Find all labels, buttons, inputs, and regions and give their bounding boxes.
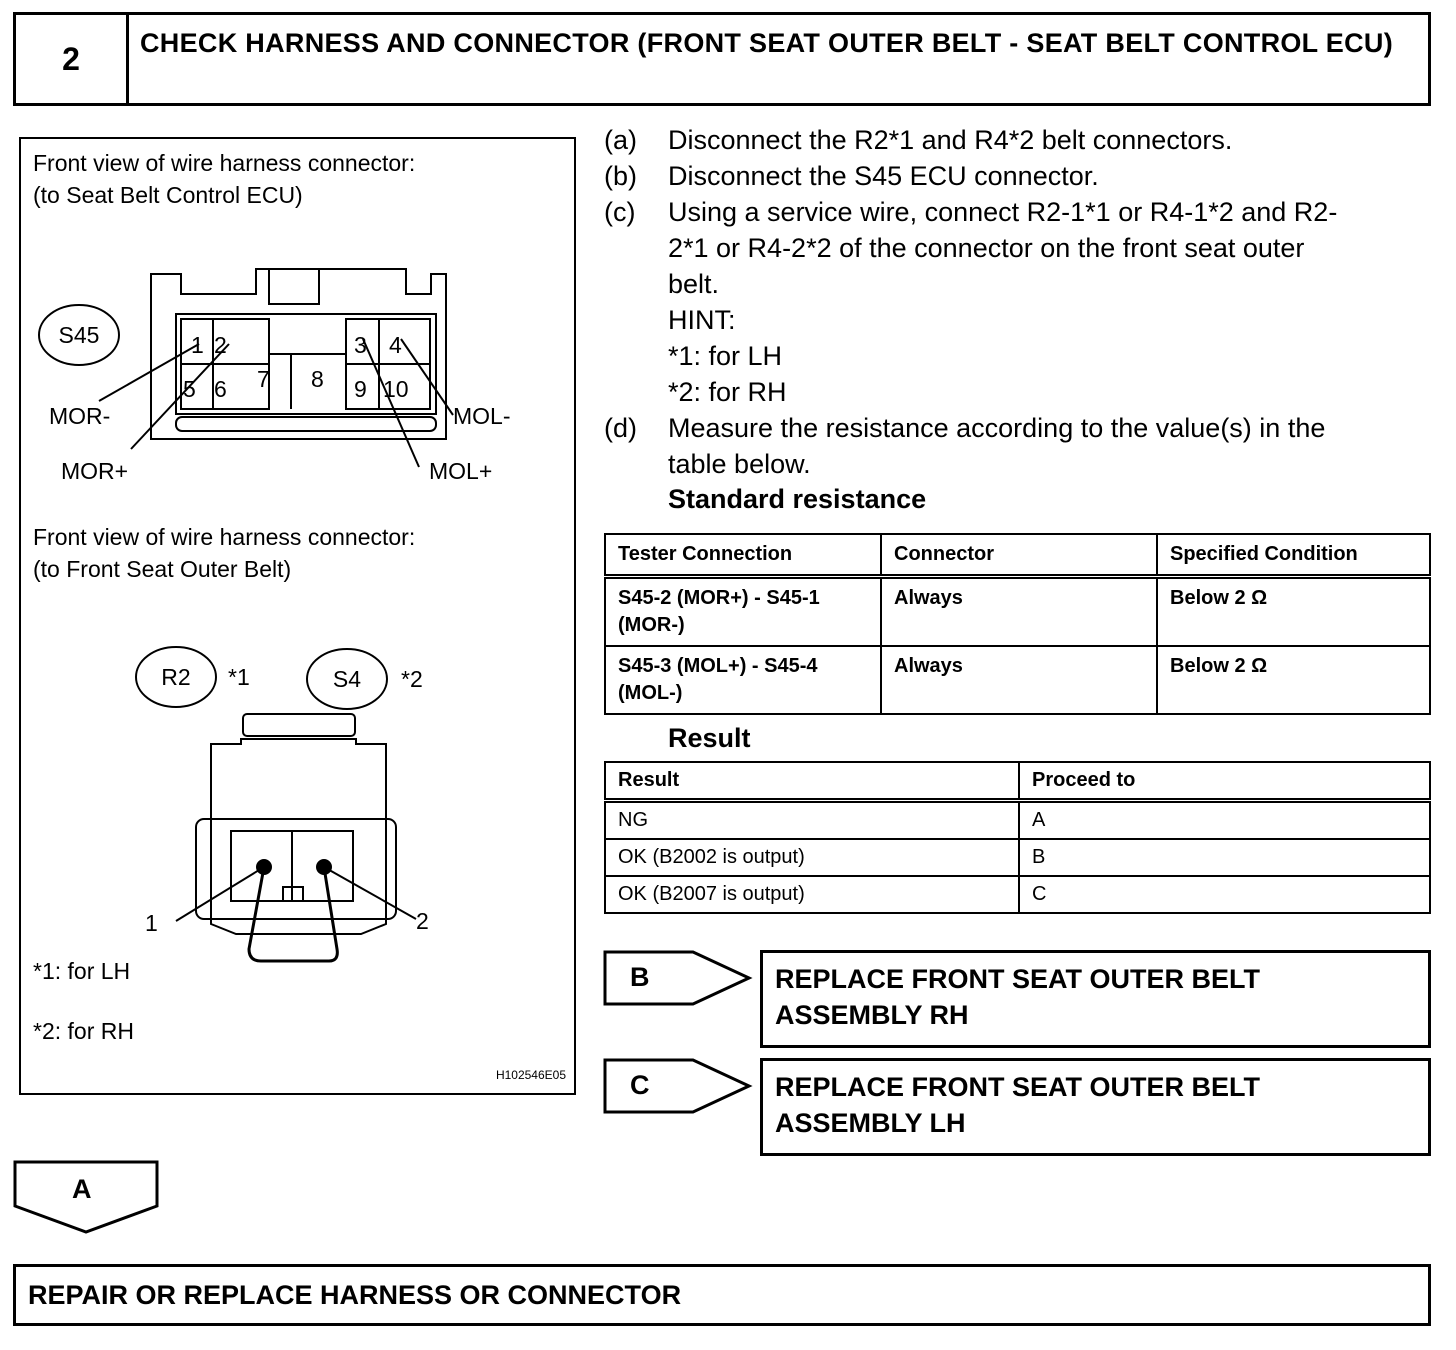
- result-table: [604, 761, 1431, 914]
- table-cell: Always: [881, 646, 1157, 714]
- table-cell: S45-3 (MOL+) - S45-4 (MOL-): [605, 646, 881, 714]
- pin-5: 5: [183, 376, 196, 402]
- pin-8: 8: [311, 366, 324, 392]
- s45-latch: [269, 269, 319, 304]
- standard-resistance-heading: Standard resistance: [668, 484, 927, 514]
- label-mol-minus: MOL-: [453, 403, 511, 429]
- outcome-c-text-2: ASSEMBLY LH: [775, 1108, 966, 1138]
- outcome-c-label: C: [630, 1070, 650, 1100]
- pin-4: 4: [389, 332, 402, 358]
- table-header-row: [605, 534, 1430, 577]
- connector-drawings: [21, 139, 574, 1093]
- outcome-b-text-2: ASSEMBLY RH: [775, 1000, 969, 1030]
- instruction-text: belt.: [668, 269, 720, 299]
- r2-id: R2: [161, 664, 191, 690]
- belt-connector-housing: [211, 739, 386, 934]
- s4-id: S4: [332, 666, 362, 692]
- pin-2: 2: [214, 332, 227, 358]
- hint-lh: *1: for LH: [668, 341, 783, 371]
- outcome-c-text-1: REPLACE FRONT SEAT OUTER BELT: [775, 1072, 1260, 1102]
- connector-diagram-panel: [19, 137, 576, 1095]
- s45-id: S45: [58, 322, 100, 348]
- pin-9: 9: [354, 376, 367, 402]
- hint-rh: *2: for RH: [668, 377, 787, 407]
- hint-label: HINT:: [668, 305, 736, 335]
- instruction-text: 2*1 or R4-2*2 of the connector on the front seat outer: [668, 233, 1305, 263]
- diagram-caption-1b: (to Seat Belt Control ECU): [33, 182, 303, 208]
- pin-7: 7: [257, 366, 270, 392]
- service-wire: [249, 867, 337, 961]
- instruction-text: Using a service wire, connect R2-1*1 or R4-1*2 and R2-: [668, 197, 1338, 227]
- pin-label-1: 1: [145, 910, 158, 936]
- instruction-label: (a): [604, 125, 637, 155]
- instruction-text: table below.: [668, 449, 811, 479]
- table-cell: NG: [605, 801, 1019, 840]
- column-header: Connector: [881, 534, 1157, 577]
- pin-label-2: 2: [416, 908, 429, 934]
- table-row: [605, 577, 1430, 647]
- table-cell: OK (B2007 is output): [605, 876, 1019, 913]
- label-mor-minus: MOR-: [49, 403, 111, 429]
- label-mol-plus: MOL+: [429, 458, 493, 484]
- column-header: Tester Connection: [605, 534, 881, 577]
- diagram-caption-2a: Front view of wire harness connector:: [33, 524, 416, 550]
- table-row: [605, 876, 1430, 913]
- result-heading: Result: [668, 723, 751, 753]
- note-lh: *1: for LH: [33, 958, 131, 984]
- table-row: [605, 646, 1430, 714]
- outcome-b-text-1: REPLACE FRONT SEAT OUTER BELT: [775, 964, 1260, 994]
- step-title: CHECK HARNESS AND CONNECTOR (FRONT SEAT OUTER BELT - SEAT BELT CONTROL ECU): [140, 28, 1393, 58]
- step-header: [13, 12, 1431, 106]
- label-mor-plus: MOR+: [61, 458, 129, 484]
- diagram-caption-1a: Front view of wire harness connector:: [33, 150, 416, 176]
- diagram-caption-2b: (to Front Seat Outer Belt): [33, 556, 292, 582]
- table-header-row: [605, 762, 1430, 801]
- instruction-label: (b): [604, 161, 637, 191]
- instruction-text: Measure the resistance according to the value(s) in the: [668, 413, 1326, 443]
- outcome-c-arrow: [603, 1058, 753, 1116]
- column-header: Result: [605, 762, 1019, 801]
- outcome-a-box: [13, 1264, 1431, 1326]
- table-cell: Below 2 Ω: [1157, 646, 1430, 714]
- figure-id: H102546E05: [495, 1068, 566, 1082]
- outcome-a-text: REPAIR OR REPLACE HARNESS OR CONNECTOR: [28, 1280, 682, 1310]
- table-cell: A: [1019, 801, 1430, 840]
- outcome-a-label: A: [72, 1174, 92, 1204]
- table-cell: S45-2 (MOR+) - S45-1 (MOR-): [605, 577, 881, 647]
- outcome-b-box: [760, 950, 1431, 1048]
- outcome-b-label: B: [630, 962, 650, 992]
- column-header: Specified Condition: [1157, 534, 1430, 577]
- instruction-text: Disconnect the S45 ECU connector.: [668, 161, 1099, 191]
- instruction-label: (c): [604, 197, 636, 227]
- instruction-text: Disconnect the R2*1 and R4*2 belt connectors.: [668, 125, 1233, 155]
- table-cell: Always: [881, 577, 1157, 647]
- pin-10: 10: [383, 376, 409, 402]
- table-row: [605, 801, 1430, 840]
- pin-1: 1: [191, 332, 204, 358]
- table-cell: B: [1019, 839, 1430, 876]
- step-number: 2: [16, 15, 129, 103]
- instruction-label: (d): [604, 413, 637, 443]
- pin-3: 3: [354, 332, 367, 358]
- column-header: Proceed to: [1019, 762, 1430, 801]
- r2-note: *1: [228, 664, 250, 690]
- outcome-c-box: [760, 1058, 1431, 1156]
- outcome-b-arrow: [603, 950, 753, 1008]
- pin-6: 6: [214, 376, 227, 402]
- table-cell: Below 2 Ω: [1157, 577, 1430, 647]
- table-cell: OK (B2002 is output): [605, 839, 1019, 876]
- table-cell: C: [1019, 876, 1430, 913]
- standard-resistance-table: [604, 533, 1431, 715]
- s4-note: *2: [401, 666, 423, 692]
- note-rh: *2: for RH: [33, 1018, 134, 1044]
- table-row: [605, 839, 1430, 876]
